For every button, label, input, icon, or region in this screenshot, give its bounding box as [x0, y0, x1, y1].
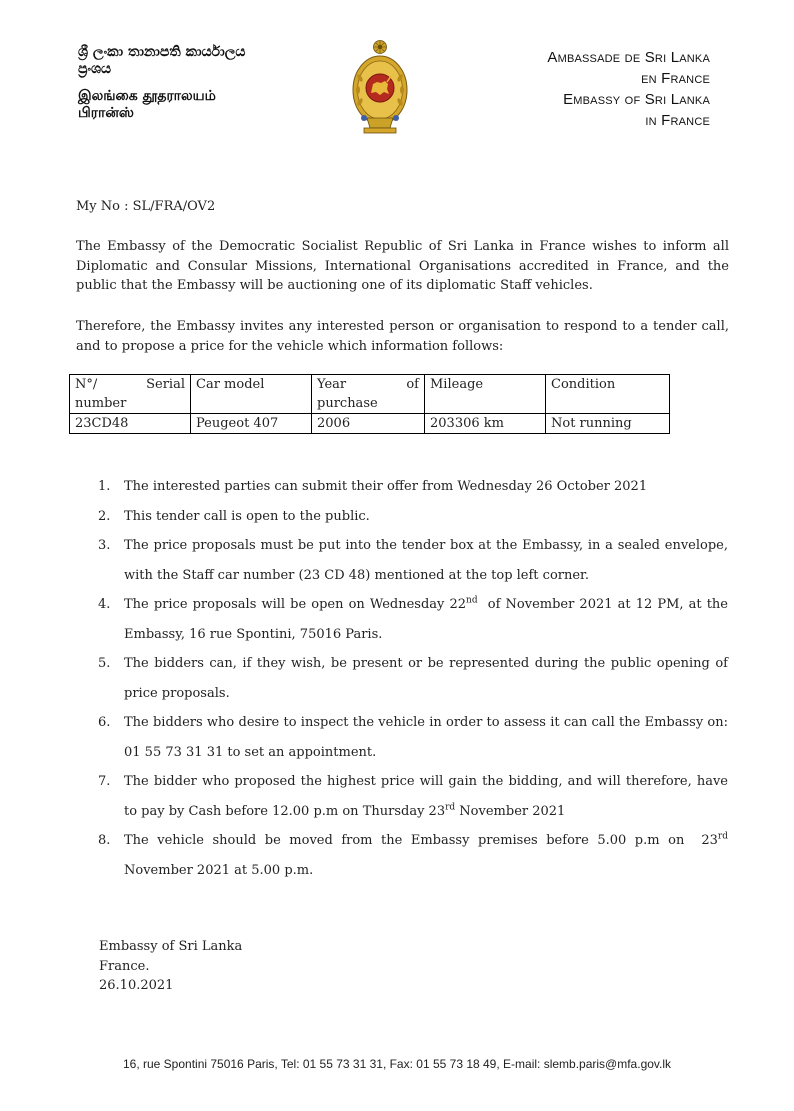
list-item: 4. The price proposals will be open on Wednesday 22nd of November 2021 at 12 PM, at the Embassy, 16 rue Spontini, 75016 Paris.	[98, 595, 733, 642]
cell-model: Peugeot 407	[191, 414, 312, 434]
signature-block	[99, 937, 242, 996]
sinhala-name-line2: ප්‍රංශය	[78, 61, 112, 77]
footer-contact: 16, rue Spontini 75016 Paris, Tel: 01 55 73 31 31, Fax: 01 55 73 18 49, E-mail: slemb.paris@mfa.gov.lk	[122, 1057, 672, 1071]
french-name-line2: en France	[641, 70, 710, 87]
sri-lanka-emblem-icon	[350, 38, 410, 138]
table-row	[70, 414, 670, 434]
list-item: 7. The bidder who proposed the highest price will gain the bidding, and will therefore, have to pay by Cash before 12.00 p.m on Thursday 23rd November 2021	[98, 774, 728, 819]
english-name-line2: in France	[645, 112, 710, 129]
header-serial: N°/ Serial number	[70, 375, 191, 414]
list-item: 1. The interested parties can submit their offer from Wednesday 26 October 2021	[98, 479, 648, 494]
cell-condition: Not running	[546, 414, 670, 434]
list-item: 3. The price proposals must be put into the tender box at the Embassy, in a sealed envelope, with the Staff car number (23 CD 48) mentioned at the top left corner.	[98, 538, 728, 583]
tamil-name-line2: பிரான்ஸ்	[78, 105, 134, 121]
cell-serial: 23CD48	[70, 414, 191, 434]
list-item: 8. The vehicle should be moved from the Embassy premises before 5.00 p.m on 23rd November 2021 at 5.00 p.m.	[98, 831, 728, 878]
tender-paragraph: Therefore, the Embassy invites any interested person or organisation to respond to a tender call, and to propose a price for the vehicle which information follows:	[76, 319, 729, 354]
sinhala-name-line1: ශ්‍රී ලංකා තානාපති කාර්යාලය	[78, 44, 246, 60]
list-item: 2. This tender call is open to the public.	[98, 508, 370, 524]
intro-paragraph: The Embassy of the Democratic Socialist Republic of Sri Lanka in France wishes to inform all Diplomatic and Consular Missions, International Organisations accredited in France, and the public that the Embassy will be auctioning one of its diplomatic Staff vehicles.	[76, 239, 729, 293]
list-item: 6. The bidders who desire to inspect the vehicle in order to assess it can call the Embassy on: 01 55 73 31 31 to set an appointment.	[98, 715, 728, 760]
signature-date: 26.10.2021	[99, 978, 174, 993]
french-name-line1: Ambassade de Sri Lanka	[547, 49, 710, 66]
cell-mileage: 203306 km	[425, 414, 546, 434]
signature-line1: Embassy of Sri Lanka	[99, 939, 243, 954]
tamil-name-line1: இலங்கை தூதராலயம்	[78, 88, 216, 104]
table-header-row	[70, 375, 670, 414]
letterhead-right	[547, 47, 710, 131]
cell-year: 2006	[312, 414, 425, 434]
header-model: Car model	[191, 375, 312, 414]
reference-number: My No : SL/FRA/OV2	[76, 199, 216, 214]
conditions-list	[76, 472, 733, 885]
header-condition: Condition	[546, 375, 670, 414]
list-item: 5. The bidders can, if they wish, be present or be represented during the public opening of price proposals.	[98, 656, 728, 701]
vehicle-table	[69, 374, 670, 434]
letterhead-left	[78, 44, 246, 122]
header-year: Year of purchase	[312, 375, 425, 414]
header-mileage: Mileage	[425, 375, 546, 414]
english-name-line1: Embassy of Sri Lanka	[563, 91, 710, 108]
signature-line2: France.	[99, 958, 150, 974]
